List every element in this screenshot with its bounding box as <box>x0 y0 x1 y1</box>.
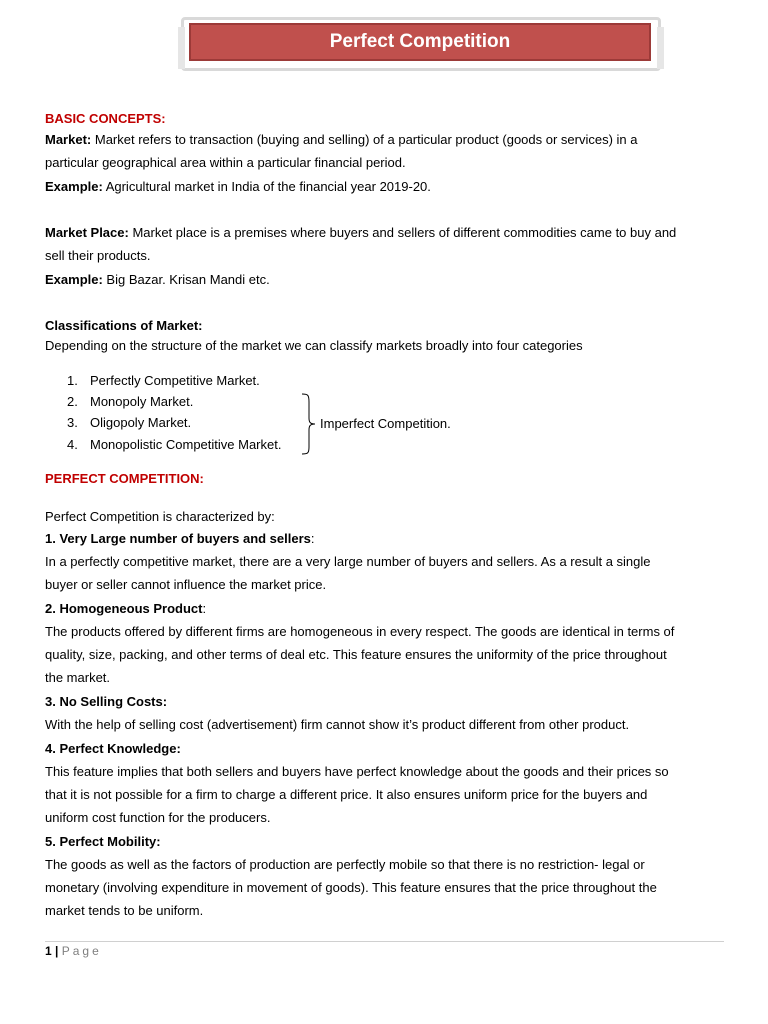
list-item: Perfectly Competitive Market. <box>90 373 260 388</box>
market-definition-line-1 <box>45 128 722 151</box>
page-number: 1 <box>45 944 52 958</box>
example2-text: Big Bazar. Krisan Mandi etc. <box>102 272 270 287</box>
market-example <box>45 175 431 198</box>
list-item: Monopolistic Competitive Market. <box>90 437 282 452</box>
banner-left-tab <box>178 27 185 69</box>
feature-2-line-1: The products offered by different firms are homogeneous in every respect. The goods are identical in terms of <box>45 624 675 639</box>
perfect-intro: Perfect Competition is characterized by: <box>45 509 275 524</box>
feature-1-title <box>45 527 315 550</box>
basic-concepts-heading: BASIC CONCEPTS: <box>45 111 166 126</box>
page-label: Page <box>61 944 102 958</box>
feature-3-line-1: With the help of selling cost (advertisement) firm cannot show it’s product different from other product. <box>45 717 630 732</box>
example2-label: Example: <box>45 272 103 287</box>
feature-5-line-3: market tends to be uniform. <box>45 903 204 918</box>
imperfect-competition-label: Imperfect Competition. <box>320 416 451 431</box>
page-footer <box>45 942 102 960</box>
feature-4-line-2: that it is not possible for a firm to charge a different price. It also ensures uniform price for the buyers and <box>45 787 648 802</box>
classification-heading: Classifications of Market: <box>45 318 203 333</box>
market-text-1: Market refers to transaction (buying and selling) of a particular product (goods or services) in a <box>91 132 638 147</box>
feature-5-title: 5. Perfect Mobility: <box>45 834 161 849</box>
footer-divider <box>45 941 724 942</box>
right-brace-icon <box>301 392 321 456</box>
market-place-label: Market Place: <box>45 225 129 240</box>
title-banner <box>181 17 661 73</box>
feature-1-title-text: 1. Very Large number of buyers and sellers <box>45 531 311 546</box>
list-item-num: 3. <box>67 415 78 430</box>
market-place-example <box>45 268 270 291</box>
classification-intro: Depending on the structure of the market we can classify markets broadly into four categories <box>45 338 583 353</box>
feature-4-title: 4. Perfect Knowledge: <box>45 741 181 756</box>
list-item-num: 2. <box>67 394 78 409</box>
market-place-text-1: Market place is a premises where buyers and sellers of different commodities came to buy and <box>128 225 677 240</box>
feature-1-line-2: buyer or seller cannot influence the market price. <box>45 577 327 592</box>
feature-2-title-text: 2. Homogeneous Product <box>45 601 203 616</box>
feature-5-line-1: The goods as well as the factors of production are perfectly mobile so that there is no restriction- legal or <box>45 857 645 872</box>
page-title: Perfect Competition <box>189 23 651 61</box>
feature-2-title <box>45 597 206 620</box>
feature-3-title: 3. No Selling Costs: <box>45 694 168 709</box>
example-text: Agricultural market in India of the financial year 2019-20. <box>102 179 431 194</box>
list-item: Oligopoly Market. <box>90 415 192 430</box>
list-item-num: 1. <box>67 373 78 388</box>
feature-4-line-3: uniform cost function for the producers. <box>45 810 271 825</box>
feature-2-colon: : <box>202 601 207 616</box>
market-definition-line-2: particular geographical area within a particular financial period. <box>45 155 406 170</box>
market-place-line-1 <box>45 221 722 244</box>
feature-1-line-1: In a perfectly competitive market, there are a very large number of buyers and sellers. As a result a single <box>45 554 651 569</box>
perfect-competition-heading: PERFECT COMPETITION: <box>45 471 204 486</box>
feature-5-line-2: monetary (involving expenditure in movement of goods). This feature ensures that the price throughout the <box>45 880 657 895</box>
feature-2-line-3: the market. <box>45 670 111 685</box>
list-item-num: 4. <box>67 437 78 452</box>
example-label: Example: <box>45 179 103 194</box>
page-separator: | <box>51 944 62 958</box>
feature-1-colon: : <box>310 531 315 546</box>
market-place-line-2: sell their products. <box>45 248 151 263</box>
market-label: Market: <box>45 132 92 147</box>
list-item: Monopoly Market. <box>90 394 194 409</box>
feature-4-line-1: This feature implies that both sellers and buyers have perfect knowledge about the goods and their prices so <box>45 764 669 779</box>
feature-2-line-2: quality, size, packing, and other terms of deal etc. This feature ensures the uniformity of the price throughout <box>45 647 667 662</box>
banner-right-tab <box>657 27 664 69</box>
